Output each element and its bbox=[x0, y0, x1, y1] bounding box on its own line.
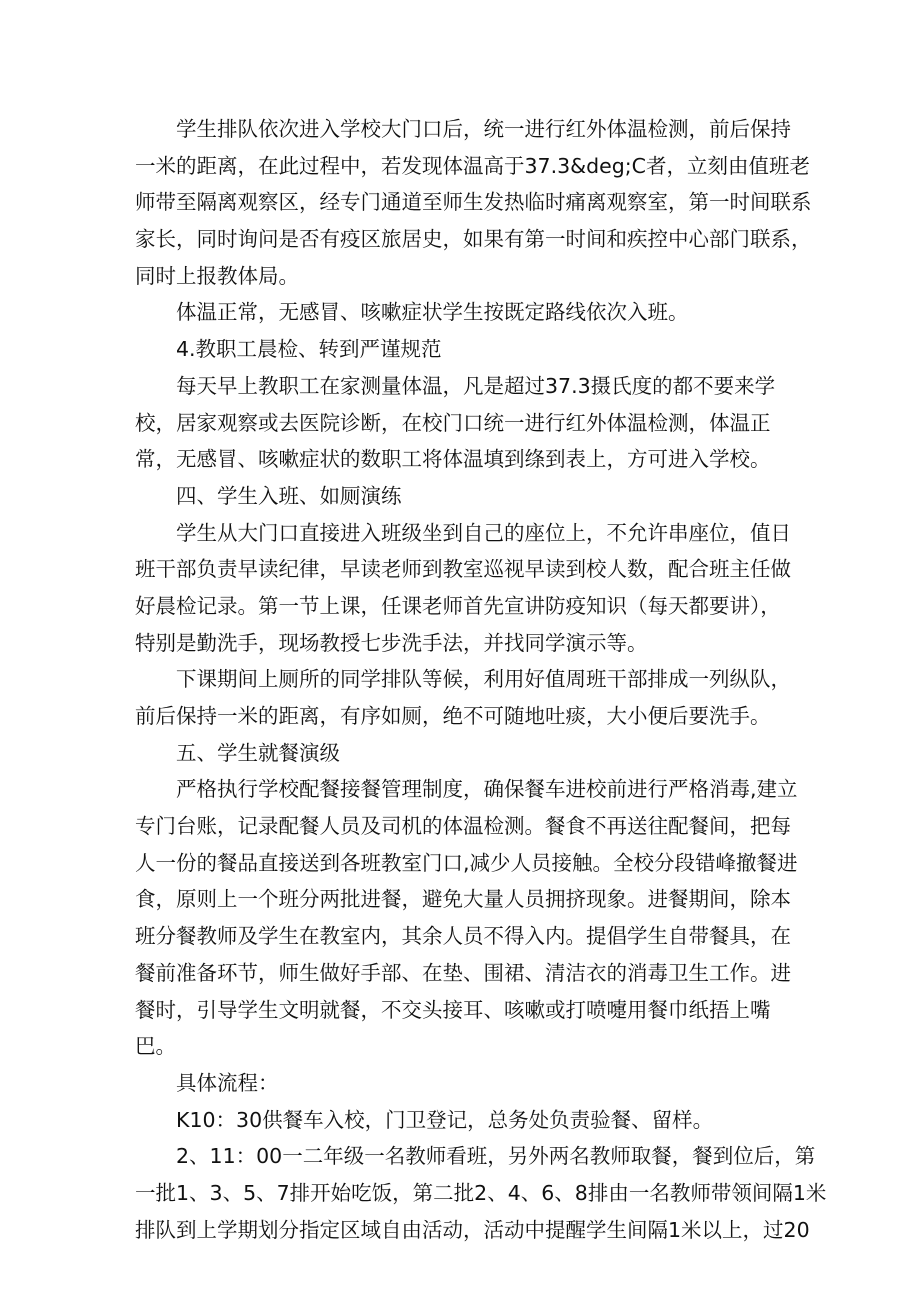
paragraph-line: 一米的距离，在此过程中，若发现体温高于37.3&deg;C者，立刻由值班老 bbox=[135, 153, 810, 178]
section-heading: 四、学生入班、如厕演练 bbox=[176, 483, 402, 508]
section-heading: 4.教职工晨检、转到严谨规范 bbox=[176, 337, 442, 362]
section-heading: 具体流程： bbox=[176, 1070, 279, 1095]
paragraph-line: K10：30供餐车入校，门卫登记，总务处负责验餐、留样。 bbox=[176, 1107, 714, 1132]
paragraph-line: 前后保持一米的距离，有序如厕，绝不可随地吐痰，大小便后要洗手。 bbox=[135, 704, 771, 728]
paragraph-line: 同时上报教体局。 bbox=[135, 263, 299, 288]
paragraph-line: 一批1、3、5、7排开始吃饭，第二批2、4、6、8排由一名教师带领间隔1米 bbox=[135, 1180, 827, 1205]
paragraph-line: 严格执行学校配餐接餐管理制度，确保餐车进校前进行严格消毒,建立 bbox=[176, 777, 798, 802]
paragraph-line: 巴。 bbox=[135, 1034, 176, 1059]
paragraph-line: 排队到上学期划分指定区域自由活动，活动中提醒学生间隔1米以上，过20 bbox=[135, 1217, 810, 1242]
paragraph-line: 学生排队依次进入学校大门口后，统一进行红外体温检测，前后保持 bbox=[176, 117, 791, 141]
paragraph-line: 2、11：00一二年级一名教师看班，另外两名教师取餐，餐到位后，第 bbox=[176, 1144, 816, 1169]
paragraph-line: 班干部负责早读纪律，早读老师到教室巡视早读到校人数，配合班主任做 bbox=[135, 557, 791, 582]
paragraph-line: 家长，同时询问是否有疫区旅居史，如果有第一时间和疾控中心部门联系， bbox=[135, 227, 812, 252]
paragraph-line: 学生从大门口直接进入班级坐到自己的座位上，不允许串座位，值日 bbox=[176, 520, 791, 545]
paragraph-line: 食，原则上一个班分两批进餐，避免大量人员拥挤现象。进餐期间，除本 bbox=[135, 887, 791, 912]
paragraph-line: 餐前准备环节，师生做好手部、在垫、围裙、清洁衣的消毒卫生工作。进 bbox=[135, 960, 791, 985]
paragraph-line: 班分餐教师及学生在教室内，其余人员不得入内。提倡学生自带餐具，在 bbox=[135, 924, 791, 949]
paragraph-line: 体温正常，无感冒、咳嗽症状学生按既定路线依次入班。 bbox=[176, 300, 689, 325]
paragraph-line: 常，无感冒、咳嗽症状的数职工将体温填到绦到表上，方可进入学校。 bbox=[135, 447, 771, 472]
paragraph-line: 特别是勤洗手，现场教授七步洗手法，并找同学演示等。 bbox=[135, 630, 648, 655]
paragraph-line: 师带至隔离观察区，经专门通道至师生发热临时痛离观察室，第一时间联系 bbox=[135, 190, 812, 215]
section-heading: 五、学生就餐演级 bbox=[176, 740, 340, 765]
paragraph-line: 下课期间上厕所的同学排队等候，利用好值周班干部排成一列纵队， bbox=[176, 667, 791, 692]
paragraph-line: 校，居家观察或去医院诊断，在校门口统一进行红外体温检测，体温正 bbox=[135, 410, 771, 435]
paragraph-line: 专门台账，记录配餐人员及司机的体温检测。餐食不再送往配餐间，把每 bbox=[135, 814, 791, 839]
document-body bbox=[135, 111, 827, 1248]
paragraph-line: 每天早上教职工在家测量体温，凡是超过37.3摄氏度的都不要来学 bbox=[176, 373, 776, 398]
paragraph-line: 餐时，引导学生文明就餐，不交头接耳、咳嗽或打喷嚏用餐巾纸捂上嘴 bbox=[135, 997, 771, 1022]
paragraph-line: 好晨检记录。第一节上课，任课老师首先宣讲防疫知识（每天都要讲）， bbox=[135, 593, 781, 618]
paragraph-line: 人一份的餐品直接送到各班教室门口,减少人员接触。全校分段错峰撤餐进 bbox=[135, 850, 798, 875]
